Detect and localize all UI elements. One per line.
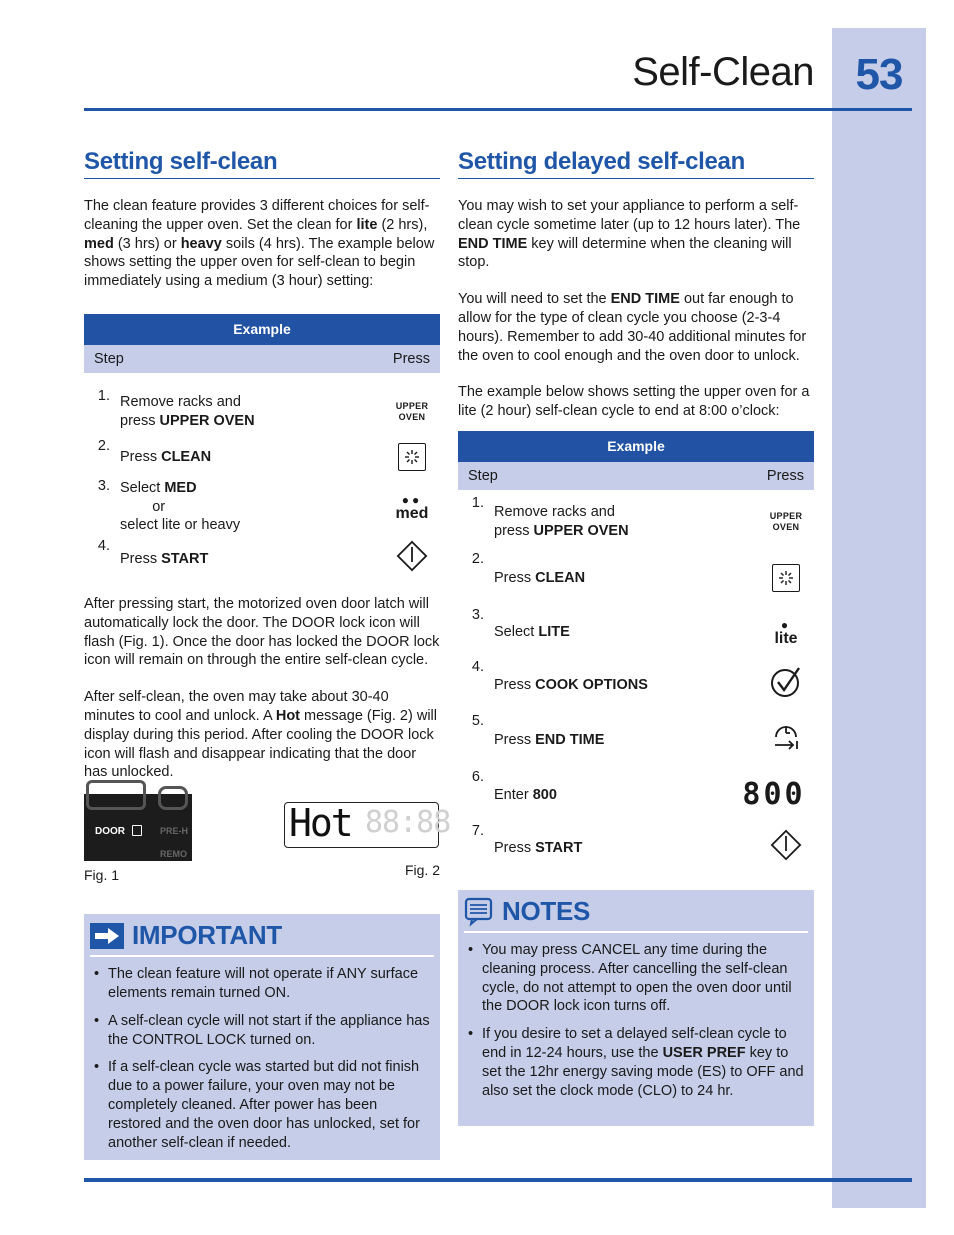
- step-column-label: Step: [94, 350, 124, 367]
- door-lock-display-image: DOOR PRE-H REMO: [84, 794, 192, 861]
- step-text: Press COOK OPTIONS: [494, 676, 648, 693]
- paragraph-after-clean: After self-clean, the oven may take about 30-40 minutes to cool and unlock. A Hot message (Fig. 2) will display during this period. After cooling the DOOR lock icon will flash and disappear indicating that the door has unlocked.: [84, 689, 437, 781]
- step-row: [458, 494, 814, 550]
- step-text: Press END TIME: [494, 731, 605, 748]
- top-rule: [84, 108, 912, 111]
- clean-key-icon: [398, 443, 426, 471]
- fig1-caption: Fig. 1: [84, 867, 120, 884]
- digits-display-icon: 800: [742, 776, 806, 812]
- step-number: 1.: [471, 494, 484, 511]
- step-row: [84, 537, 440, 581]
- step-number: 4.: [471, 658, 484, 675]
- step-number: 2.: [97, 437, 110, 454]
- step-column-label: Step: [468, 467, 498, 484]
- step-number: 6.: [471, 768, 484, 785]
- step-text: Press CLEAN: [494, 569, 586, 586]
- start-key-icon: [396, 540, 428, 578]
- example-table-delayed: [458, 431, 814, 874]
- step-text: Press START: [120, 550, 209, 567]
- list-item: • The clean feature will not operate if ANY surface elements remain turned ON.: [90, 965, 434, 1003]
- example-subheader: [458, 462, 814, 490]
- step-number: 7.: [471, 822, 484, 839]
- step-row: [84, 387, 440, 437]
- step-text: Remove racks and press UPPER OVEN: [120, 394, 255, 429]
- press-column-label: Press: [766, 467, 804, 484]
- end-time-key-icon: [771, 721, 801, 759]
- step-number: 1.: [97, 387, 110, 404]
- important-title: IMPORTANT: [132, 920, 282, 951]
- step-row: [84, 477, 440, 537]
- right-column: [458, 148, 814, 1126]
- step-row: [458, 658, 814, 712]
- upper-oven-key-icon: UPPER OVEN: [769, 510, 803, 532]
- delayed-paragraph-3: The example below shows setting the upper oven for a lite (2 hour) self-clean cycle to end at 8:00 o’clock:: [458, 384, 810, 420]
- important-title-row: [90, 920, 434, 957]
- notes-title: NOTES: [502, 895, 591, 926]
- example-header: Example: [458, 431, 814, 462]
- step-text: Select LITE: [494, 623, 570, 640]
- step-number: 4.: [97, 537, 110, 554]
- list-item: • A self-clean cycle will not start if the appliance has the CONTROL LOCK turned on.: [90, 1012, 434, 1050]
- lite-key-icon: ● lite: [774, 617, 798, 647]
- list-item: • If a self-clean cycle was started but did not finish due to a power failure, your oven may not be completely cleaned. After power has been restored and the oven door has unlocked, set for another self-clean if needed.: [90, 1058, 434, 1152]
- fig2-caption: Fig. 2: [404, 862, 440, 879]
- upper-oven-key-icon: UPPER OVEN: [395, 400, 429, 422]
- step-number: 5.: [471, 712, 484, 729]
- med-key-icon: ●● med: [395, 492, 429, 522]
- step-number: 3.: [97, 477, 110, 494]
- cook-options-key-icon: [769, 665, 803, 705]
- page-number: 53: [855, 50, 903, 99]
- steps-list: [84, 373, 440, 581]
- important-list: [90, 965, 434, 1152]
- start-key-icon: [770, 829, 802, 867]
- step-text: Remove racks and press UPPER OVEN: [494, 504, 629, 539]
- example-subheader: [84, 345, 440, 373]
- page-title: Self-Clean: [632, 50, 814, 94]
- delayed-paragraph-2: You will need to set the END TIME out far enough to allow for the type of clean cycle you choose (2-3-4 hours). Remember to add 30-40 additional minutes for the oven to cool enough and the oven door to unlock.: [458, 291, 807, 364]
- left-column: [84, 148, 451, 1160]
- step-row: [458, 606, 814, 658]
- notes-list: [464, 941, 808, 1100]
- section-heading-delayed-self-clean: Setting delayed self-clean: [458, 148, 814, 179]
- notes-title-row: [464, 896, 808, 933]
- step-row: [458, 768, 814, 822]
- intro-paragraph: The clean feature provides 3 different choices for self-cleaning the upper oven. Set the clean for lite (2 hrs), med (3 hrs) or heavy soils (4 hrs). The example below shows setting the upper oven for self-clean to begin immediately using a medium (3 hour) setting:: [84, 198, 435, 290]
- step-number: 3.: [471, 606, 484, 623]
- important-box: [84, 914, 440, 1160]
- step-text: Press START: [494, 839, 583, 856]
- delayed-paragraph-1: You may wish to set your appliance to perform a self-clean cycle sometime later (up to 12 hours later). The END TIME key will determine when the cleaning will stop.: [458, 198, 801, 271]
- clean-key-icon: [772, 564, 800, 592]
- side-tab: [832, 28, 926, 1208]
- arrow-right-icon: [90, 923, 124, 949]
- step-row: [458, 550, 814, 606]
- notes-box: [458, 890, 814, 1126]
- section-heading-self-clean: Setting self-clean: [84, 148, 440, 179]
- step-number: 2.: [471, 550, 484, 567]
- bottom-rule: [84, 1178, 912, 1182]
- figures: [84, 794, 451, 884]
- hot-display-image: Hot 88:88: [284, 802, 439, 848]
- step-text: Select MED or select lite or heavy: [120, 479, 241, 534]
- lock-icon: [132, 825, 142, 836]
- step-row: [84, 437, 440, 477]
- example-table-self-clean: [84, 314, 440, 581]
- step-row: [458, 822, 814, 874]
- step-row: [458, 712, 814, 768]
- press-column-label: Press: [392, 350, 430, 367]
- steps-list: [458, 490, 814, 874]
- step-text: Press CLEAN: [120, 448, 212, 465]
- notepad-icon: [464, 897, 494, 925]
- example-header: Example: [84, 314, 440, 345]
- step-text: Enter 800: [494, 786, 557, 803]
- list-item: • If you desire to set a delayed self-clean cycle to end in 12-24 hours, use the USER PREF key to set the 12hr energy saving mode (ES) to OFF and also set the clock mode (CLO) to 24 hr.: [464, 1025, 808, 1100]
- paragraph-after-start: After pressing start, the motorized oven door latch will automatically lock the door. The DOOR lock icon will flash (Fig. 1). Once the door has locked the DOOR lock icon will remain on through the entire self-clean cycle.: [84, 595, 440, 669]
- list-item: • You may press CANCEL any time during the cleaning process. After cancelling the self-clean cycle, do not attempt to open the oven door until the DOOR lock icon turns off.: [464, 941, 808, 1016]
